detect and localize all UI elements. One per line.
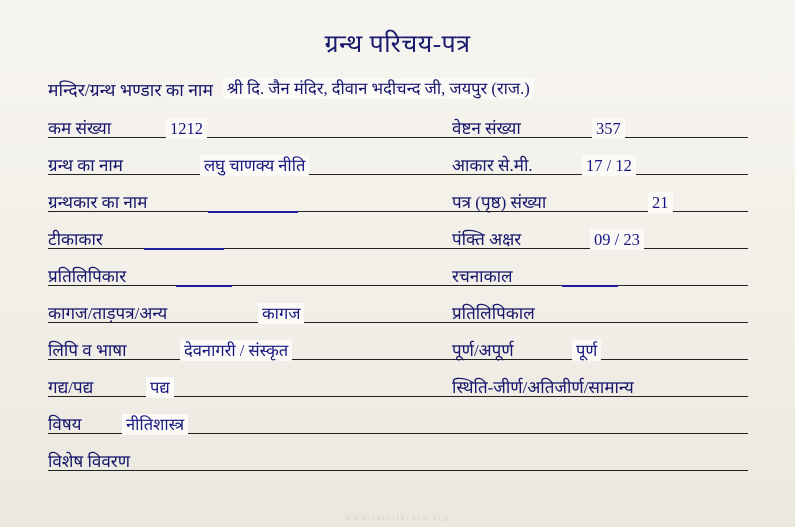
field-patra-sankhya (452, 192, 748, 222)
table-row (48, 266, 748, 296)
field-pankti-akshar (452, 229, 748, 259)
page-title: ग्रन्थ परिचय-पत्र (324, 31, 471, 58)
field-label: कम संख्या (48, 119, 112, 138)
field-blank-underline (144, 248, 224, 250)
field-rule (48, 137, 452, 138)
field-vishesh-vivaran (48, 451, 748, 481)
table-row (48, 451, 748, 481)
field-tikakar (48, 229, 452, 259)
table-row (48, 192, 748, 222)
field-label: पत्र (पृष्ठ) संख्या (452, 193, 547, 212)
watermark: www.jainlibrary.org (345, 513, 450, 522)
field-label: लिपि व भाषा (48, 341, 127, 360)
field-lipi-va-bhasha (48, 340, 452, 370)
field-label: टीकाकार (48, 230, 103, 249)
field-rachanakal (452, 266, 748, 296)
field-granthakar-ka-nam (48, 192, 452, 222)
field-rule (452, 211, 748, 212)
field-label: विशेष विवरण (48, 452, 131, 471)
field-value: पूर्ण (572, 340, 601, 361)
field-rule (48, 322, 452, 323)
table-row (48, 414, 748, 444)
field-rule (452, 396, 748, 397)
table-row (48, 229, 748, 259)
field-vishay (48, 414, 748, 444)
field-veshtan-sankhya (452, 118, 748, 148)
table-row (48, 303, 748, 333)
field-value: 357 (592, 118, 625, 139)
field-value: देवनागरी / संस्कृत (180, 340, 292, 361)
field-gadya-padya (48, 377, 452, 407)
field-kagaj-tadpatra-anya (48, 303, 452, 333)
field-blank-underline (562, 285, 618, 287)
field-krama-sankhya (48, 118, 452, 148)
temple-name-row (48, 78, 758, 102)
field-label: प्रतिलिपिकाल (452, 304, 535, 323)
table-row (48, 377, 748, 407)
field-label: कागज/ताड़पत्र/अन्य (48, 304, 168, 323)
field-label: ग्रन्थ का नाम (48, 156, 123, 175)
field-value: 21 (648, 192, 673, 213)
field-akar-cm (452, 155, 748, 185)
field-grantha-ka-nam (48, 155, 452, 185)
field-label: आकार से.मी. (452, 156, 533, 175)
field-label: पूर्ण/अपूर्ण (452, 341, 514, 360)
temple-name-label: मन्दिर/ग्रन्थ भण्डार का नाम (48, 80, 213, 100)
table-row (48, 118, 748, 148)
field-label: विषय (48, 415, 82, 434)
table-row (48, 155, 748, 185)
field-label: गद्य/पद्य (48, 378, 94, 397)
field-label: पंक्ति अक्षर (452, 230, 522, 249)
field-blank-underline (176, 285, 232, 287)
temple-name-value: श्री दि. जैन मंदिर, दीवान भदीचन्द जी, जयपुर (राज.) (223, 78, 534, 99)
field-pratilipikal (452, 303, 748, 333)
field-rule (48, 396, 452, 397)
field-value: नीतिशास्त्र (122, 414, 188, 435)
field-label: ग्रन्थकार का नाम (48, 193, 148, 212)
field-value: 1212 (166, 118, 207, 139)
field-label: प्रतिलिपिकार (48, 267, 127, 286)
field-rule (48, 248, 452, 249)
field-label: वेष्टन संख्या (452, 119, 521, 138)
field-blank-underline (208, 211, 298, 213)
field-label: स्थिति-जीर्ण/अतिजीर्ण/सामान्य (452, 378, 634, 397)
field-value: 17 / 12 (582, 155, 636, 176)
field-value: लघु चाणक्य नीति (200, 155, 309, 176)
field-rule (48, 470, 748, 471)
field-label: रचनाकाल (452, 267, 513, 286)
field-value: 09 / 23 (590, 229, 644, 250)
field-value: कागज (258, 303, 304, 324)
field-pratilipikar (48, 266, 452, 296)
field-sthiti (452, 377, 748, 407)
field-rule (48, 285, 452, 286)
table-row (48, 340, 748, 370)
field-rule (452, 322, 748, 323)
field-purna-apurna (452, 340, 748, 370)
field-value: पद्य (146, 377, 174, 398)
